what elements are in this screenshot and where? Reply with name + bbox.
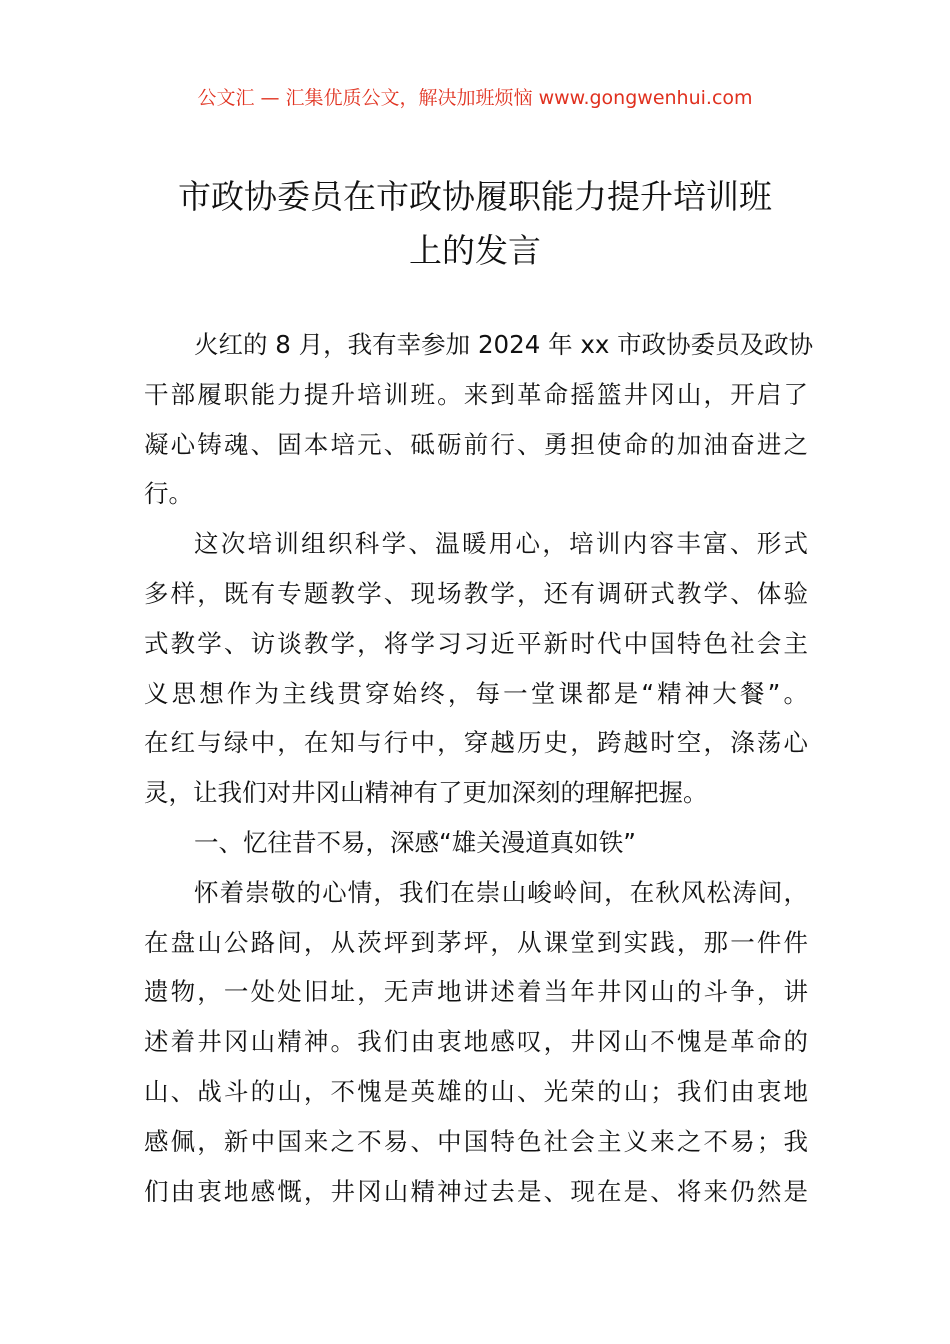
- paragraph-1-line-3: 凝心铸魂、固本培元、砥砺前行、勇担使命的加油奋进之: [144, 429, 808, 459]
- paragraph-2-line-6: 灵，让我们对井冈山精神有了更加深刻的理解把握。: [144, 778, 708, 808]
- paragraph-2-line-4: 义思想作为主线贯穿始终，每一堂课都是“精神大餐”。: [144, 678, 808, 708]
- paragraph-3-line-1: 怀着崇敬的心情，我们在崇山峻岭间，在秋风松涛间，: [194, 877, 808, 907]
- paragraph-3-line-4: 述着井冈山精神。我们由衷地感叹，井冈山不愧是革命的: [144, 1027, 808, 1057]
- paragraph-2-line-5: 在红与绿中，在知与行中，穿越历史，跨越时空，涤荡心: [144, 728, 808, 758]
- paragraph-2-line-2: 多样，既有专题教学、现场教学，还有调研式教学、体验: [144, 578, 808, 608]
- paragraph-3-line-2: 在盘山公路间，从茨坪到茅坪，从课堂到实践，那一件件: [144, 927, 808, 957]
- header-banner: 公文汇 — 汇集优质公文，解决加班烦恼 www.gongwenhui.com: [197, 87, 753, 109]
- title-line-2: 上的发言: [409, 231, 541, 270]
- paragraph-1-line-2: 干部履职能力提升培训班。来到革命摇篮井冈山，开启了: [144, 379, 808, 409]
- paragraph-1-line-4: 行。: [144, 479, 193, 509]
- title-line-1: 市政协委员在市政协履职能力提升培训班: [178, 177, 772, 216]
- paragraph-3-line-3: 遗物，一处处旧址，无声地讲述着当年井冈山的斗争，讲: [144, 977, 808, 1007]
- paragraph-3-line-7: 们由衷地感慨，井冈山精神过去是、现在是、将来仍然是: [144, 1176, 808, 1206]
- section-heading-1: 一、忆往昔不易，深感“雄关漫道真如铁”: [194, 827, 636, 857]
- paragraph-2-line-1: 这次培训组织科学、温暖用心，培训内容丰富、形式: [194, 529, 808, 559]
- document-body: [144, 320, 814, 1216]
- document-title: [100, 170, 850, 278]
- paragraph-3-line-6: 感佩，新中国来之不易、中国特色社会主义来之不易；我: [144, 1126, 808, 1156]
- paragraph-1-line-1: 火红的 8 月，我有幸参加 2024 年 xx 市政协委员及政协: [194, 330, 814, 359]
- paragraph-2-line-3: 式教学、访谈教学，将学习习近平新时代中国特色社会主: [144, 628, 808, 658]
- paragraph-3-line-5: 山、战斗的山，不愧是英雄的山、光荣的山；我们由衷地: [144, 1076, 808, 1106]
